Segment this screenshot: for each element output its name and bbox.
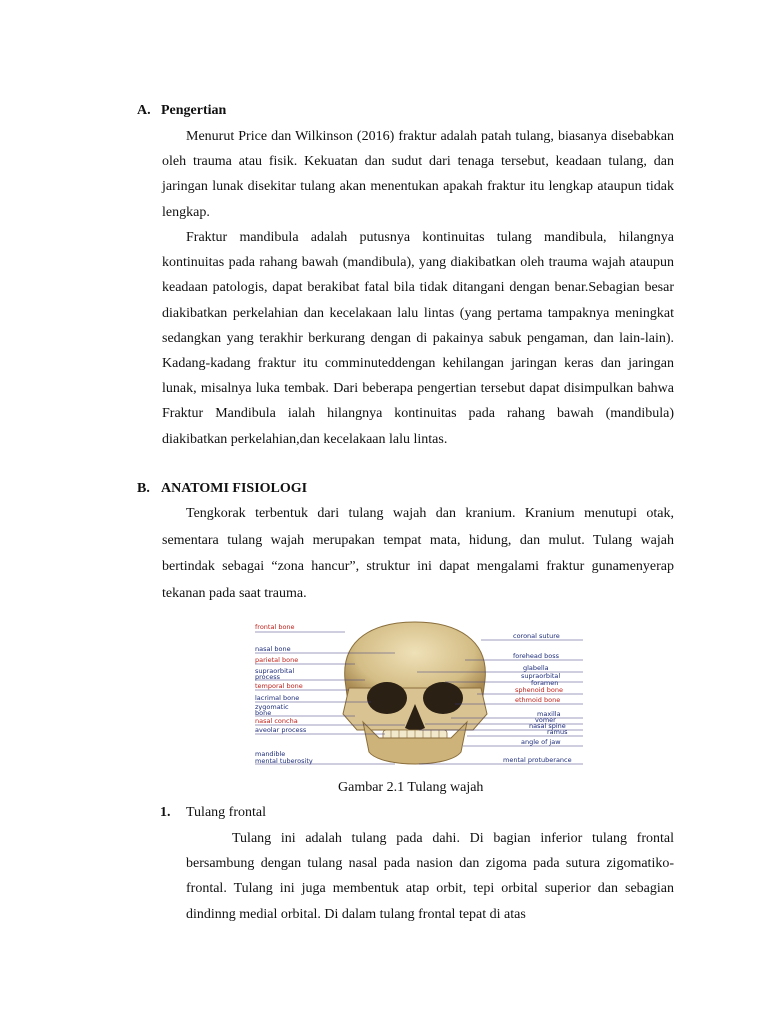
label-parietal-bone: parietal bone — [255, 656, 299, 664]
label-maxilla: maxilla — [537, 710, 561, 718]
section-b-heading — [137, 481, 307, 497]
section-a-heading — [137, 103, 226, 119]
label-frontal-bone: frontal bone — [255, 623, 295, 631]
section-a-title: Pengertian — [161, 103, 227, 118]
label-supraorbital-foramen-1: supraorbital — [521, 672, 561, 680]
label-zygomatic: zygomatic — [255, 703, 289, 711]
subsection-1-heading — [160, 805, 266, 821]
label-angle-of-jaw: angle of jaw — [521, 738, 561, 746]
label-nasal-concha: nasal concha — [255, 717, 298, 725]
label-forehead-boss: forehead boss — [513, 652, 559, 660]
label-temporal-bone: temporal bone — [255, 682, 303, 690]
label-vomer: vomer — [535, 716, 556, 724]
label-supraorbital: supraorbital — [255, 667, 295, 675]
section-b-letter: B. — [137, 481, 150, 496]
section-a-paragraph-2: Fraktur mandibula adalah putusnya kontinuitas tulang mandibula, hilangnya kontinuitas pada rahang bawah (mandibula), yang diakibatkan oleh trauma wajah ataupun keadaan patologis, dapat berakibat fatal bila tidak ditangani dengan benar.Sebagian besar diakibatkan perkelahian dan kecelakaan lalu lintas (yang pertama tampaknya meningkat sedangkan yang terakhir berkurang dengan di pakainya sabuk pengaman, dan lain-lain). Kadang-kadang fraktur itu comminuteddengan kehilangan jaringan keras dan jaringan lunak, misalnya luka tembak. Dari beberapa pengertian tersebut dapat disimpulkan bahwa Fraktur Mandibula ialah hilangnya kontinuitas pada rahang bawah (mandibula) diakibatkan perkelahian,dan kecelakaan lalu lintas. — [162, 230, 674, 447]
label-ethmoid-bone: ethmoid bone — [515, 696, 561, 704]
section-b-title: ANATOMI FISIOLOGI — [161, 481, 308, 496]
label-sphenoid-bone: sphenoid bone — [515, 686, 563, 694]
subsection-1-number: 1. — [160, 805, 171, 820]
label-mandible: mandible — [255, 750, 286, 758]
section-a-letter: A. — [137, 103, 151, 118]
skull-figure — [245, 618, 585, 770]
label-bone: bone — [255, 709, 272, 717]
label-ramus: ramus — [547, 728, 568, 736]
label-glabella: glabella — [523, 664, 549, 672]
subsection-1-paragraph: Tulang ini adalah tulang pada dahi. Di bagian inferior tulang frontal bersambung dengan tulang nasal pada nasion dan zigoma pada sutura zigomatiko-frontal. Tulang ini juga membentuk atap orbit, tepi orbital superior dan sebagian dindinng medial orbital. Di dalam tulang frontal tepat di atas — [186, 831, 674, 922]
label-aveolar-process: aveolar process — [255, 726, 307, 734]
subsection-1-title: Tulang frontal — [186, 805, 266, 820]
figure-caption: Gambar 2.1 Tulang wajah — [338, 780, 484, 795]
label-mental-protuberance: mental protuberance — [503, 756, 572, 764]
label-lacrimal-bone: lacrimal bone — [255, 694, 300, 702]
label-process: process — [255, 673, 280, 681]
label-supraorbital-foramen-2: foramen — [531, 679, 559, 687]
label-coronal-suture: coronal suture — [513, 632, 560, 640]
label-nasal-bone: nasal bone — [255, 645, 291, 653]
section-b-paragraph-1: Tengkorak terbentuk dari tulang wajah dan kranium. Kranium menutupi otak, sementara tulang wajah merupakan tempat mata, hidung, dan mulut. Tulang wajah bertindak sebagai “zona hancur”, struktur ini dapat mengalami fraktur gunamenyerap tekanan pada saat trauma. — [162, 506, 674, 601]
label-nasal-spine: nasal spine — [529, 722, 566, 730]
label-mental-tuberosity: mental tuberosity — [255, 757, 313, 765]
section-a-paragraph-1: Menurut Price dan Wilkinson (2016) fraktur adalah patah tulang, biasanya disebabkan oleh trauma atau fisik. Kekuatan dan sudut dari tenaga tersebut, keadaan tulang, dan jaringan lunak disekitar tulang akan menentukan apakah fraktur itu lengkap ataupun tidak lengkap. — [162, 129, 674, 220]
